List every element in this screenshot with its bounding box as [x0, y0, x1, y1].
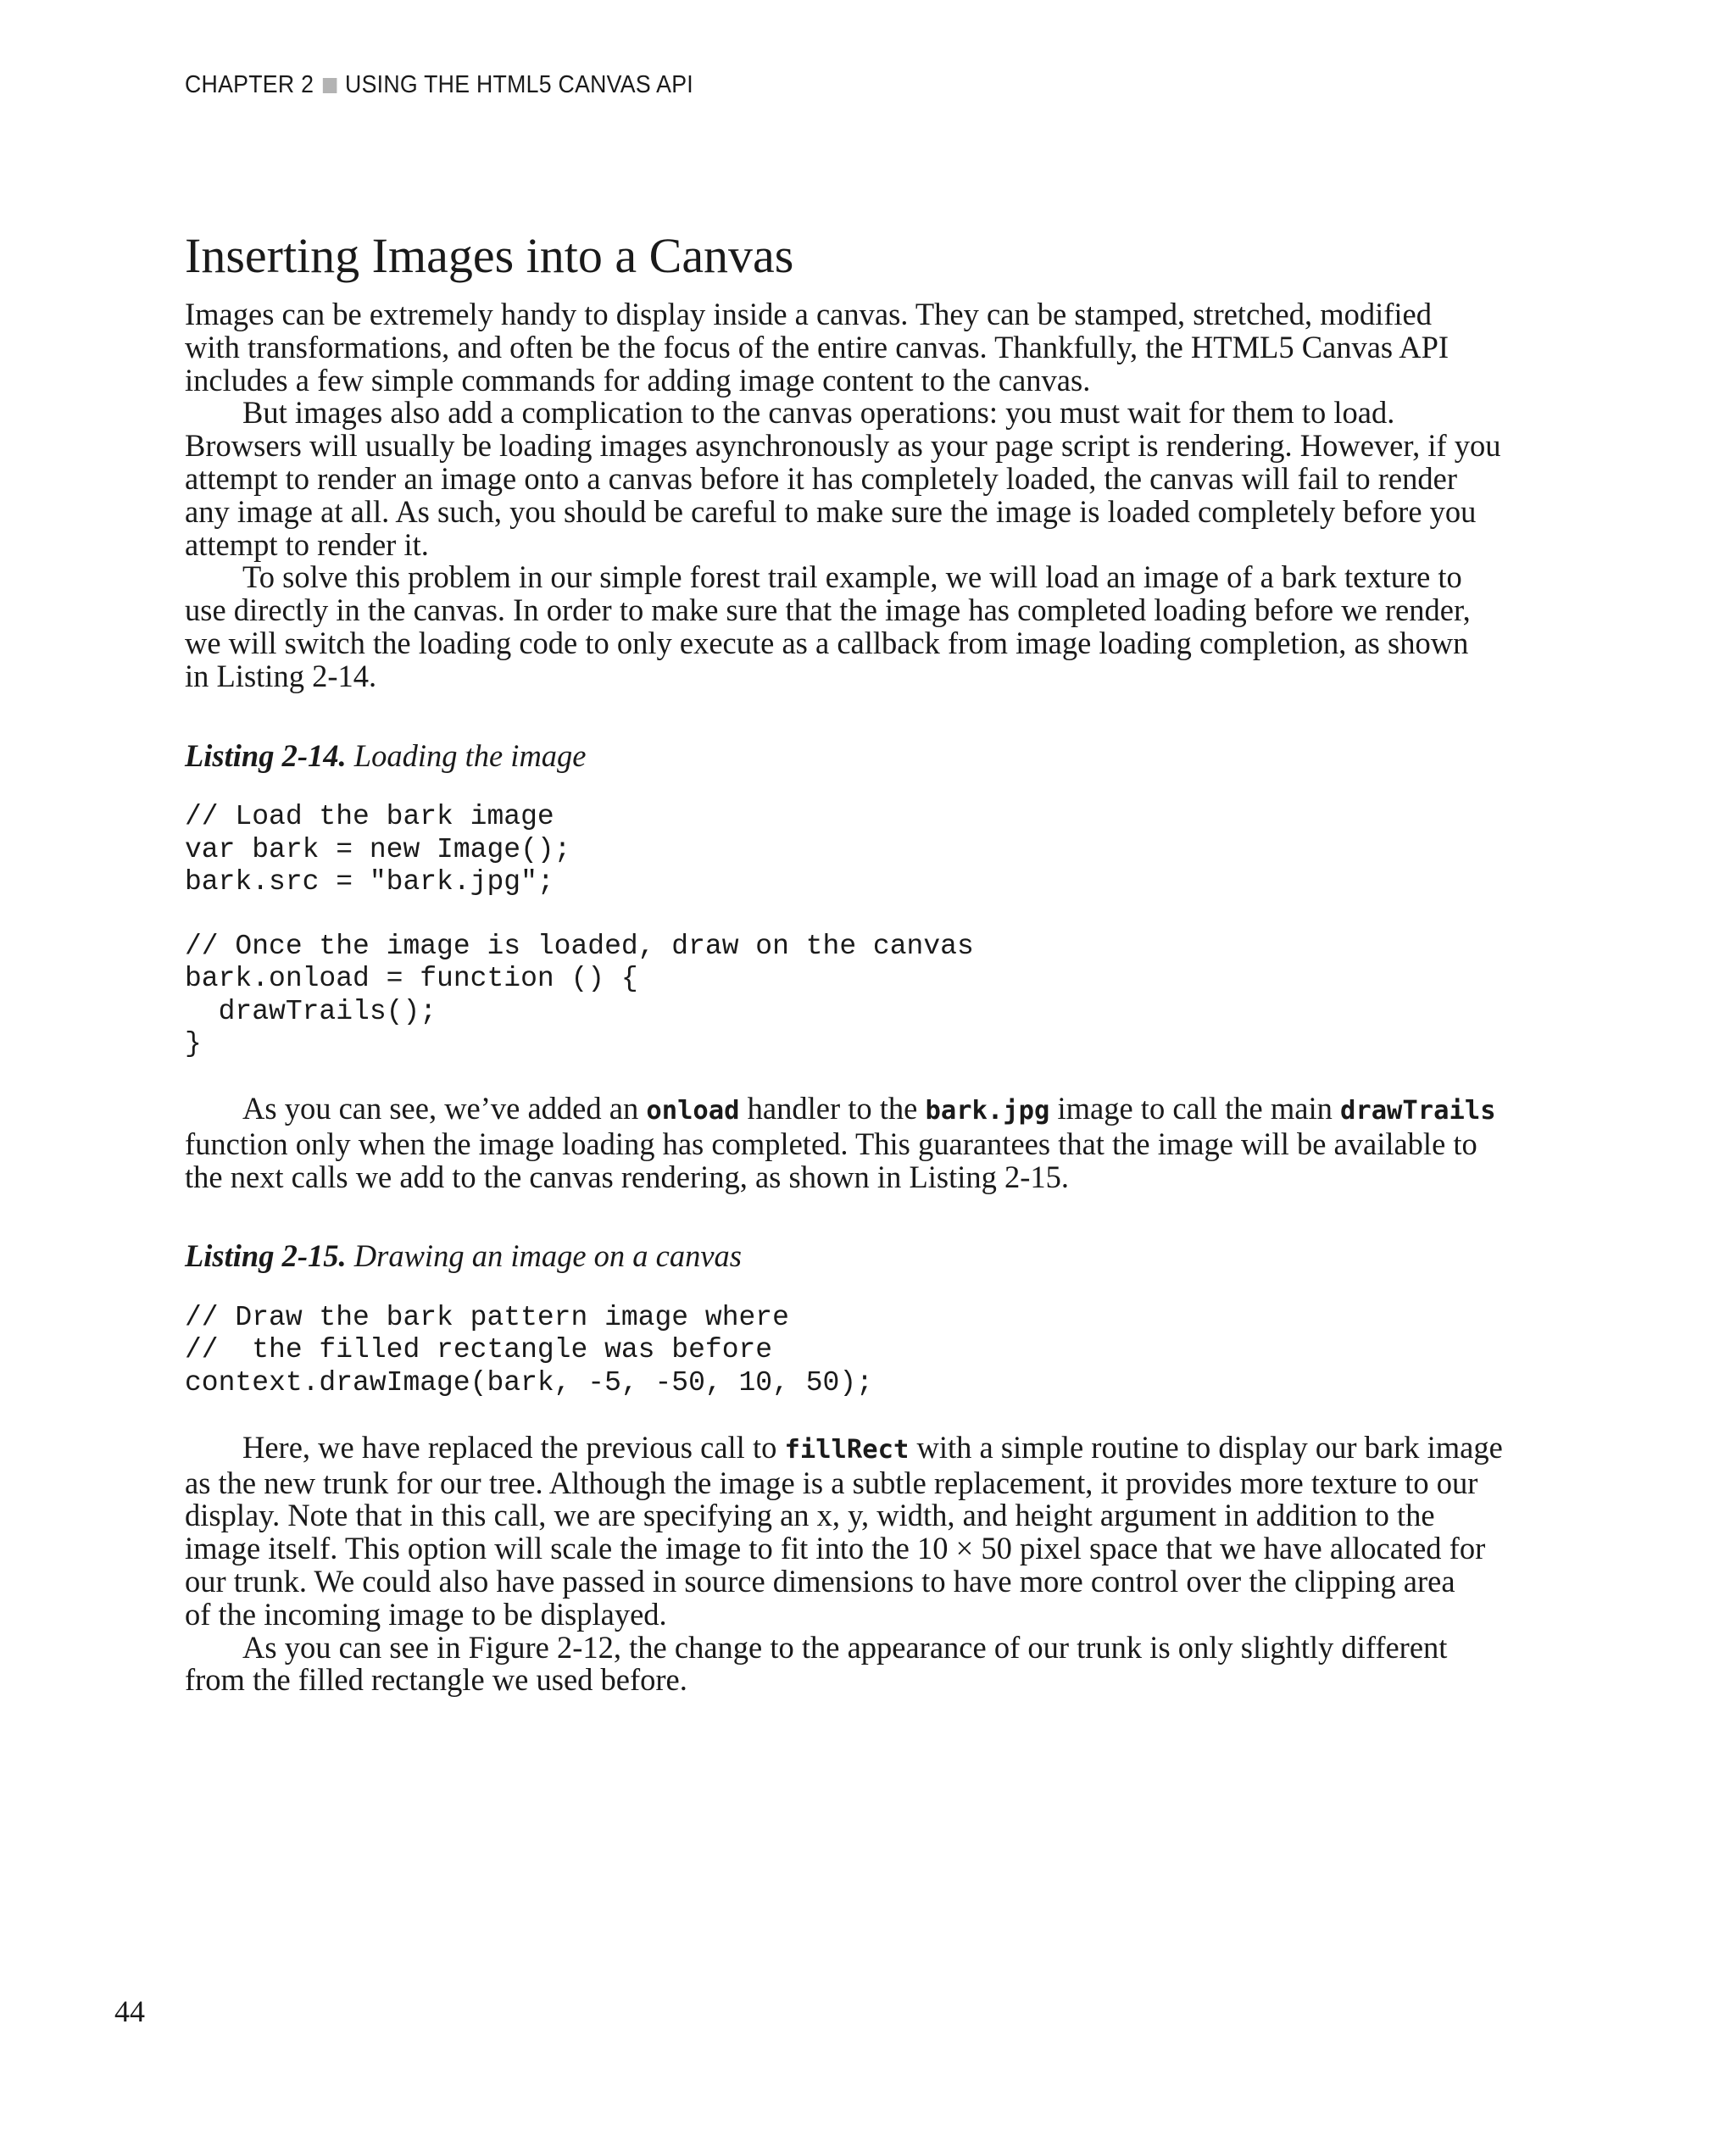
text-line: attempt to render it. [185, 526, 429, 562]
listing-2-14-code: // Load the bark image var bark = new Image(); bark.src = "bark.jpg"; // Once the image is loaded, draw on the canvas bark.onload = function () { drawTrails(); } [185, 801, 974, 1059]
text-line: with transformations, and often be the focus of the entire canvas. Thankfully, the HTML5 Canvas API [185, 329, 1449, 364]
listing-number: Listing 2-14. [185, 737, 347, 773]
text-line: To solve this problem in our simple forest trail example, we will load an image of a bark texture to [242, 559, 1462, 595]
text-line: any image at all. As such, you should be careful to make sure the image is loaded completely before you [185, 493, 1477, 529]
text-run: image to call the main [1049, 1090, 1340, 1126]
paragraph-3 [185, 561, 1541, 692]
text-run: with a simple routine to display our bark image [909, 1429, 1503, 1465]
inline-code: onload [646, 1095, 740, 1126]
inline-code: drawTrails [1339, 1095, 1496, 1126]
section-heading: Inserting Images into a Canvas [185, 228, 794, 283]
paragraph-4 [185, 1090, 1541, 1194]
text-line: display. Note that in this call, we are specifying an x, y, width, and height argument in addition to the [185, 1498, 1435, 1533]
text-line: as the new trunk for our tree. Although the image is a subtle replacement, it provides more texture to our [185, 1465, 1478, 1500]
listing-2-14-caption [185, 737, 1541, 773]
running-head-separator [323, 78, 337, 93]
text-line: from the filled rectangle we used before. [185, 1662, 687, 1698]
text-line: Images can be extremely handy to display inside a canvas. They can be stamped, stretched, modified [185, 297, 1432, 331]
inline-code: bark.jpg [925, 1095, 1050, 1126]
text-line: use directly in the canvas. In order to make sure that the image has completed loading before we render, [185, 592, 1471, 628]
text-line: Browsers will usually be loading images asynchronously as your page script is rendering. However, if you [185, 428, 1501, 464]
listing-title: Loading the image [353, 737, 587, 773]
text-line: As you can see in Figure 2-12, the change to the appearance of our trunk is only slightly different [242, 1629, 1448, 1665]
text-line: includes a few simple commands for adding image content to the canvas. [185, 362, 1091, 398]
text-line: image itself. This option will scale the image to fit into the 10 × 50 pixel space that we have allocated for [185, 1531, 1486, 1566]
running-head-chapter: CHAPTER 2 [185, 71, 314, 98]
paragraph-1 [185, 298, 1541, 397]
listing-title: Drawing an image on a canvas [353, 1238, 742, 1274]
page-content [185, 229, 1541, 1697]
text-run: handler to the [739, 1090, 926, 1126]
text-line: of the incoming image to be displayed. [185, 1596, 667, 1632]
running-head-title: USING THE HTML5 CANVAS API [345, 71, 693, 98]
paragraph-2 [185, 397, 1541, 561]
text-line [185, 1429, 1541, 1467]
paragraph-5 [185, 1429, 1541, 1632]
listing-2-15-code: // Draw the bark pattern image where // the filled rectangle was before context.drawImage(bark, -5, -50, 10, 50); [185, 1302, 873, 1399]
listing-2-15-caption [185, 1240, 1541, 1273]
text-line: in Listing 2-14. [185, 658, 377, 693]
text-line: we will switch the loading code to only execute as a callback from image loading completion, as shown [185, 625, 1469, 660]
text-run: Here, we have replaced the previous call to [242, 1429, 785, 1465]
text-line: our trunk. We could also have passed in source dimensions to have more control over the clipping area [185, 1563, 1455, 1599]
text-run: As you can see, we’ve added an [242, 1090, 647, 1126]
text-line: function only when the image loading has completed. This guarantees that the image will be available to [185, 1126, 1477, 1161]
text-line: But images also add a complication to the canvas operations: you must wait for them to load. [242, 395, 1395, 431]
text-line: attempt to render an image onto a canvas before it has completely loaded, the canvas will fail to render [185, 460, 1457, 496]
listing-number: Listing 2-15. [185, 1238, 347, 1274]
text-line [185, 1090, 1541, 1128]
page-number: 44 [114, 1994, 145, 2028]
inline-code: fillRect [784, 1434, 910, 1465]
paragraph-6 [185, 1629, 1541, 1698]
running-head [185, 71, 693, 99]
text-line: the next calls we add to the canvas rendering, as shown in Listing 2-15. [185, 1159, 1070, 1194]
